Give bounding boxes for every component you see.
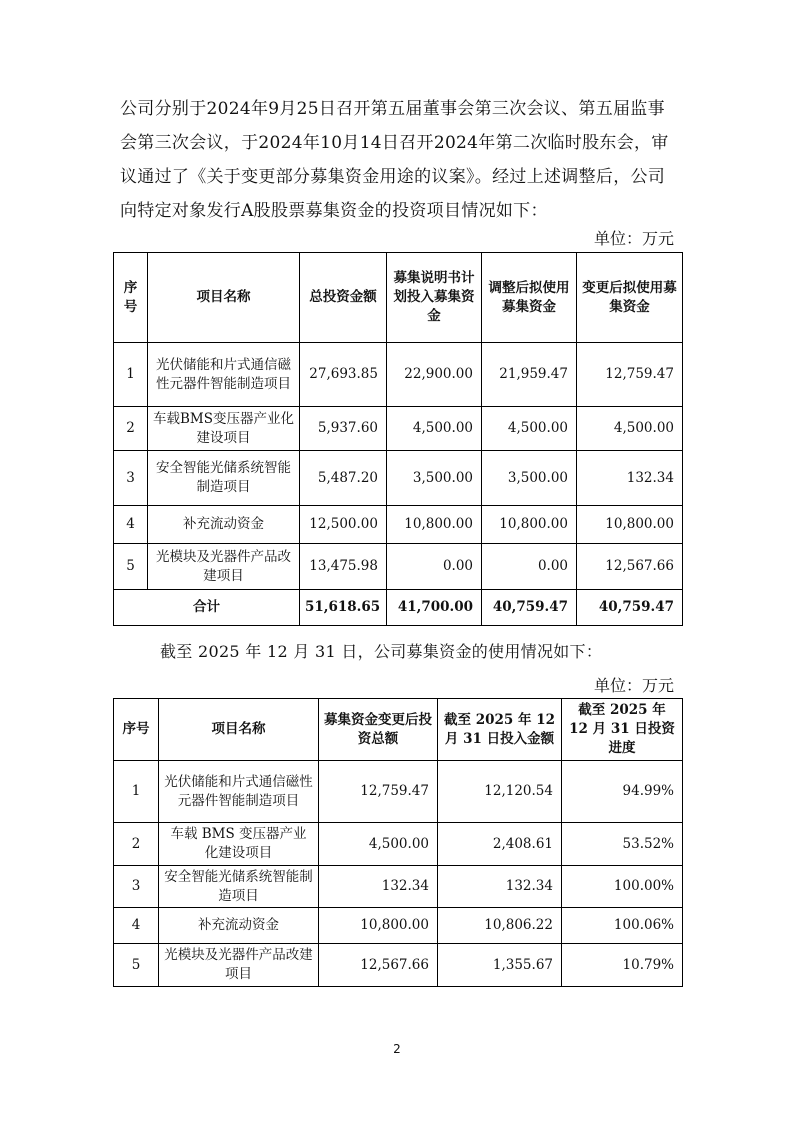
table-row [114,823,683,866]
cell: 1 [114,343,148,407]
cell: 4 [114,908,159,944]
cell: 12,567.66 [319,944,438,987]
cell: 4,500.00 [387,407,482,451]
usage-paragraph: 截至 2025 年 12 月 31 日，公司募集资金的使用情况如下： [160,642,603,661]
header-cell: 截至 2025 年 12 月 31 日投资进度 [562,699,683,761]
cell: 13,475.98 [300,544,387,590]
header-cell: 项目名称 [148,253,300,343]
cell: 132.34 [577,451,683,506]
cell: 27,693.85 [300,343,387,407]
cell: 3,500.00 [387,451,482,506]
header-cell: 截至 2025 年 12 月 31 日投入金额 [438,699,562,761]
cell: 100.06% [562,908,683,944]
table-total-row [114,590,683,626]
cell: 132.34 [438,866,562,908]
intro-paragraph: 公司分别于2024年9月25日召开第五届董事会第三次会议、第五届监事会第三次会议，于2024年10月14日召开2024年第二次临时股东会，审议通过了《关于变更部分募集资金用途的议案》。经过上述调整后，公司向特定对象发行A股股票募集资金的投资项目情况如下： [120,99,669,221]
investment-projects-table [113,252,683,626]
cell: 12,567.66 [577,544,683,590]
cell: 3 [114,866,159,908]
cell: 12,759.47 [319,761,438,823]
cell: 100.00% [562,866,683,908]
cell: 0.00 [387,544,482,590]
header-cell: 募集资金变更后投资总额 [319,699,438,761]
table-row [114,544,683,590]
cell: 5 [114,544,148,590]
cell: 10,806.22 [438,908,562,944]
cell: 光模块及光器件产品改建项目 [159,944,319,987]
cell: 4,500.00 [577,407,683,451]
cell: 车载 BMS 变压器产业化建设项目 [159,823,319,866]
table-row [114,761,683,823]
cell: 4,500.00 [319,823,438,866]
cell: 40,759.47 [577,590,683,626]
page-number: 2 [393,1042,401,1056]
cell: 10,800.00 [387,506,482,544]
cell: 41,700.00 [387,590,482,626]
cell: 51,618.65 [300,590,387,626]
cell: 22,900.00 [387,343,482,407]
header-cell: 募集说明书计划投入募集资金 [387,253,482,343]
header-cell: 项目名称 [159,699,319,761]
cell: 1,355.67 [438,944,562,987]
cell: 4,500.00 [482,407,577,451]
table-row [114,908,683,944]
cell: 1 [114,761,159,823]
cell: 0.00 [482,544,577,590]
unit-label-2: 单位：万元 [593,676,674,695]
header-cell: 总投资金额 [300,253,387,343]
cell: 10.79% [562,944,683,987]
cell: 3,500.00 [482,451,577,506]
cell: 光模块及光器件产品改建项目 [148,544,300,590]
table-header-row [114,253,683,343]
cell: 车载BMS变压器产业化建设项目 [148,407,300,451]
cell: 94.99% [562,761,683,823]
table-header-row [114,699,683,761]
cell: 12,500.00 [300,506,387,544]
cell: 53.52% [562,823,683,866]
cell: 安全智能光储系统智能制造项目 [148,451,300,506]
cell: 4 [114,506,148,544]
unit-label-1: 单位：万元 [593,229,674,248]
header-cell: 变更后拟使用募集资金 [577,253,683,343]
cell: 12,759.47 [577,343,683,407]
cell: 补充流动资金 [159,908,319,944]
table-row [114,944,683,987]
cell: 5,487.20 [300,451,387,506]
cell: 10,800.00 [482,506,577,544]
cell: 5,937.60 [300,407,387,451]
cell: 3 [114,451,148,506]
cell: 2,408.61 [438,823,562,866]
cell: 光伏储能和片式通信磁性元器件智能制造项目 [159,761,319,823]
cell: 2 [114,407,148,451]
table-row [114,451,683,506]
fund-usage-table [113,698,683,987]
cell: 补充流动资金 [148,506,300,544]
header-cell: 序号 [114,253,148,343]
cell: 12,120.54 [438,761,562,823]
table-row [114,407,683,451]
header-cell: 调整后拟使用募集资金 [482,253,577,343]
cell: 10,800.00 [319,908,438,944]
table-row [114,506,683,544]
cell: 5 [114,944,159,987]
cell: 10,800.00 [577,506,683,544]
cell: 光伏储能和片式通信磁性元器件智能制造项目 [148,343,300,407]
table-row [114,343,683,407]
table-row [114,866,683,908]
header-cell: 序号 [114,699,159,761]
cell: 132.34 [319,866,438,908]
cell: 40,759.47 [482,590,577,626]
cell: 21,959.47 [482,343,577,407]
total-label: 合计 [114,590,300,626]
cell: 2 [114,823,159,866]
cell: 安全智能光储系统智能制造项目 [159,866,319,908]
